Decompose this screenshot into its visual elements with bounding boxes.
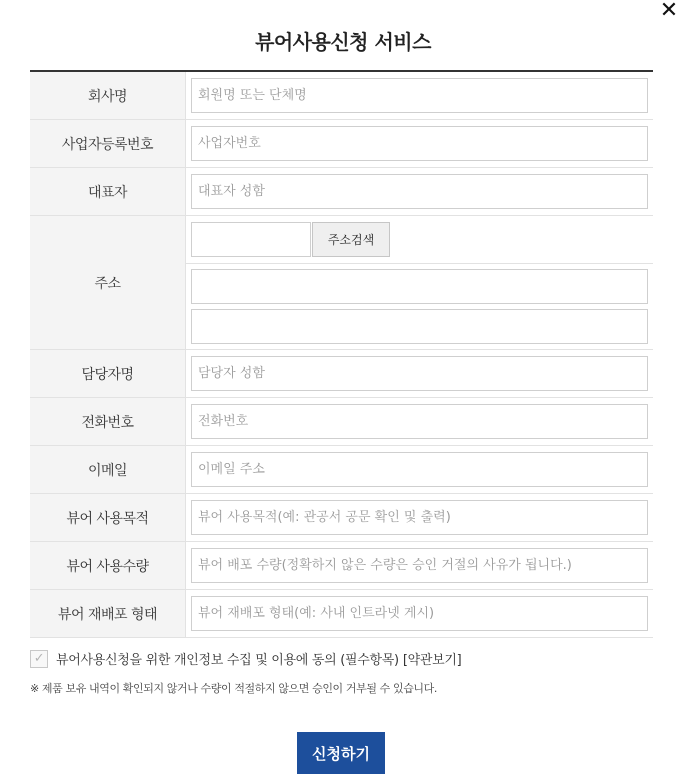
purpose-label: 뷰어 사용목적 [30,494,186,541]
company-input[interactable] [191,78,648,113]
email-input[interactable] [191,452,648,487]
agreement [30,649,461,668]
quantity-row [30,542,653,590]
redistribution-label: 뷰어 재배포 형태 [30,590,186,637]
close-icon[interactable]: ✕ [659,0,679,23]
email-row [30,446,653,494]
zipcode-input[interactable] [191,222,311,257]
quantity-input[interactable] [191,548,648,583]
address-line2-input[interactable] [191,309,648,344]
company-label: 회사명 [30,72,186,119]
phone-input[interactable] [191,404,648,439]
quantity-label: 뷰어 사용수량 [30,542,186,589]
address-line1-input[interactable] [191,269,648,304]
redistribution-input[interactable] [191,596,648,631]
address-label: 주소 [30,216,186,349]
address-row [30,216,653,350]
bizno-input[interactable] [191,126,648,161]
agree-checkbox[interactable]: ✓ [30,650,48,668]
purpose-row [30,494,653,542]
submit-button[interactable]: 신청하기 [297,732,385,774]
agree-text: 뷰어사용신청을 위한 개인정보 수집 및 이용에 동의 (필수항목) [56,653,399,668]
page-title: 뷰어사용신청 서비스 [255,30,431,54]
terms-link[interactable]: [약관보기] [402,653,462,668]
ceo-input[interactable] [191,174,648,209]
company-row [30,72,653,120]
phone-row [30,398,653,446]
manager-label: 담당자명 [30,350,186,397]
application-form [30,70,653,638]
bizno-label: 사업자등록번호 [30,120,186,167]
redistribution-row [30,590,653,638]
phone-label: 전화번호 [30,398,186,445]
ceo-row [30,168,653,216]
manager-row [30,350,653,398]
notice-text: ※ 제품 보유 내역이 확인되지 않거나 수량이 적절하지 않으면 승인이 거부될 수 있습니다. [30,682,437,695]
ceo-label: 대표자 [30,168,186,215]
purpose-input[interactable] [191,500,648,535]
email-label: 이메일 [30,446,186,493]
address-search-button[interactable]: 주소검색 [312,222,390,257]
manager-input[interactable] [191,356,648,391]
bizno-row [30,120,653,168]
